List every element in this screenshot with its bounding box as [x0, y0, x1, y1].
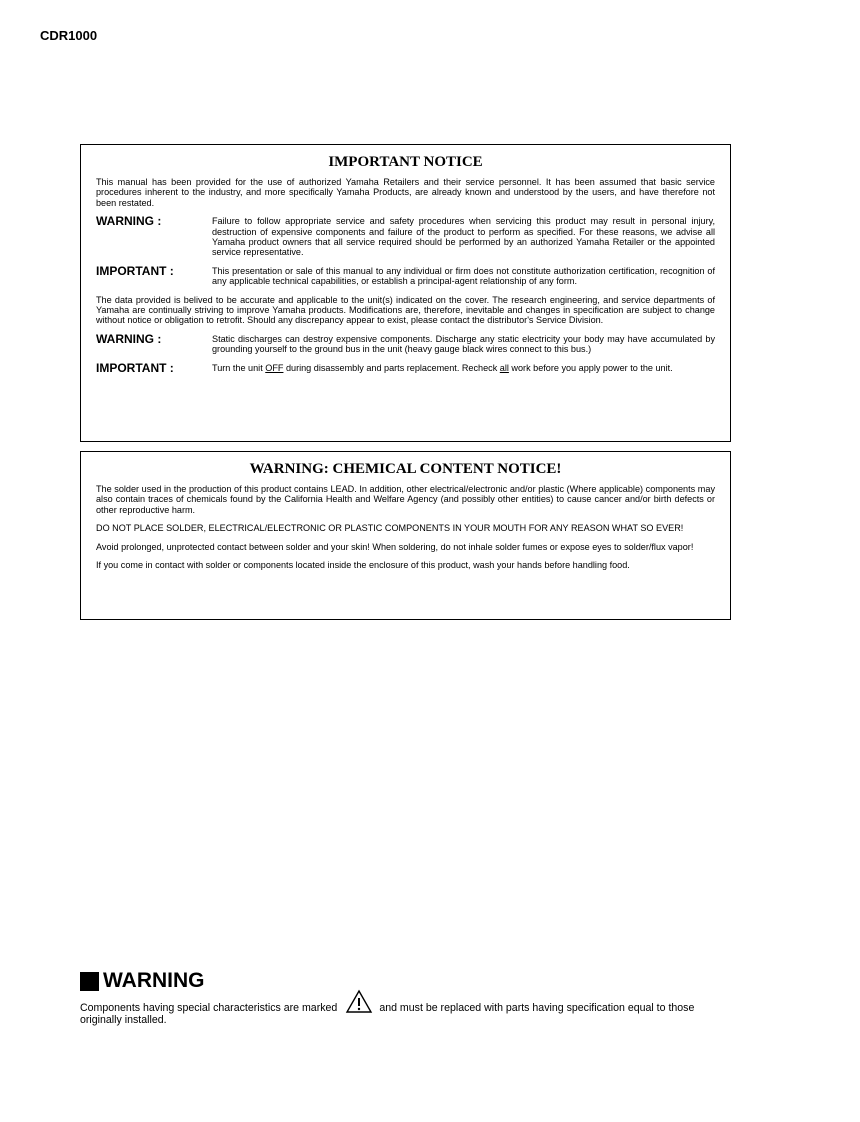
- chemical-paragraph-3: Avoid prolonged, unprotected contact between solder and your skin! When soldering, do not inhale solder fumes or expose eyes to solder/flux vapor!: [96, 541, 694, 552]
- bottom-warning-line2: originally installed.: [80, 1014, 167, 1026]
- black-square-icon: [80, 972, 99, 991]
- warning-label: WARNING :: [96, 331, 162, 346]
- important-notice-box: [80, 144, 731, 442]
- data-paragraph: The data provided is belived to be accurate and applicable to the unit(s) indicated on the cover. The research engineering, and service departments of Yamaha are continually striving to improve Yamaha products. Modifications are, therefore, inevitable and changes in specification are subject to change without notice or obligation to retrofit. Should any discrepancy appear to exist, please contact the distributor's Service Division.: [96, 294, 715, 326]
- chemical-notice-title: WARNING: CHEMICAL CONTENT NOTICE!: [249, 461, 562, 477]
- bottom-warning-text: [80, 989, 740, 1026]
- important-text-post: work before you apply power to the unit.: [508, 362, 673, 373]
- warning-entry-1: [96, 216, 715, 258]
- warning-entry-2: [96, 331, 715, 355]
- bottom-warning-title: WARNING: [103, 969, 205, 992]
- important-label: IMPORTANT :: [96, 263, 174, 278]
- important-text: This presentation or sale of this manual to any individual or firm does not constitute authorization certification, recognition of any applicable technical capabilities, or establish a principal-agent relationship of any form.: [212, 265, 715, 287]
- chemical-paragraph-4: If you come in contact with solder or components located inside the enclosure of this product, wash your hands before handling food.: [96, 560, 630, 571]
- warning-label: WARNING :: [96, 214, 162, 229]
- important-entry-1: [96, 263, 715, 287]
- important-entry-2: [96, 360, 715, 375]
- chemical-paragraph-2: DO NOT PLACE SOLDER, ELECTRICAL/ELECTRONIC OR PLASTIC COMPONENTS IN YOUR MOUTH FOR ANY REASON WHAT SO EVER!: [96, 523, 684, 534]
- intro-paragraph: This manual has been provided for the use of authorized Yamaha Retailers and their service personnel. It has been assumed that basic service procedures inherent to the industry, and more specifically Yamaha Products, are already known and understood by the users, and have therefore not been restated.: [96, 177, 715, 208]
- warning-text: Static discharges can destroy expensive components. Discharge any static electricity your body may have accumulated by grounding yourself to the ground bus in the unit (heavy gauge black wires connect to this bus.): [212, 333, 715, 355]
- model-name: CDR1000: [40, 28, 98, 43]
- bottom-warning-text-before: Components having special characteristics are marked: [80, 1002, 338, 1014]
- warning-triangle-icon: [345, 989, 373, 1014]
- important-text: [212, 363, 715, 374]
- important-text-mid: during disassembly and parts replacement. Recheck: [283, 362, 500, 373]
- important-text-pre: Turn the unit: [212, 362, 266, 373]
- chemical-paragraph-1: The solder used in the production of this product contains LEAD. In addition, other electrical/electronic and/or plastic (Where applicable) components may also contain traces of chemicals found by the California Health and Welfare Agency (and possibly other entities) to cause cancer and/or birth defects or other reproductive harm.: [96, 484, 715, 515]
- off-word: OFF: [265, 362, 284, 373]
- chemical-notice-box: [80, 451, 731, 620]
- bottom-warning-text-after: and must be replaced with parts having specification equal to those: [379, 1002, 695, 1014]
- warning-text: Failure to follow appropriate service and safety procedures when servicing this product may result in personal injury, destruction of expensive components and failure of the product to perform as specified. For these reasons, we advise all Yamaha product owners that all service required should be performed by an authorized Yamaha Retailer or the appointed service representative.: [212, 216, 715, 258]
- all-word: all: [499, 362, 509, 373]
- important-label: IMPORTANT :: [96, 360, 174, 375]
- important-notice-title: IMPORTANT NOTICE: [328, 154, 483, 170]
